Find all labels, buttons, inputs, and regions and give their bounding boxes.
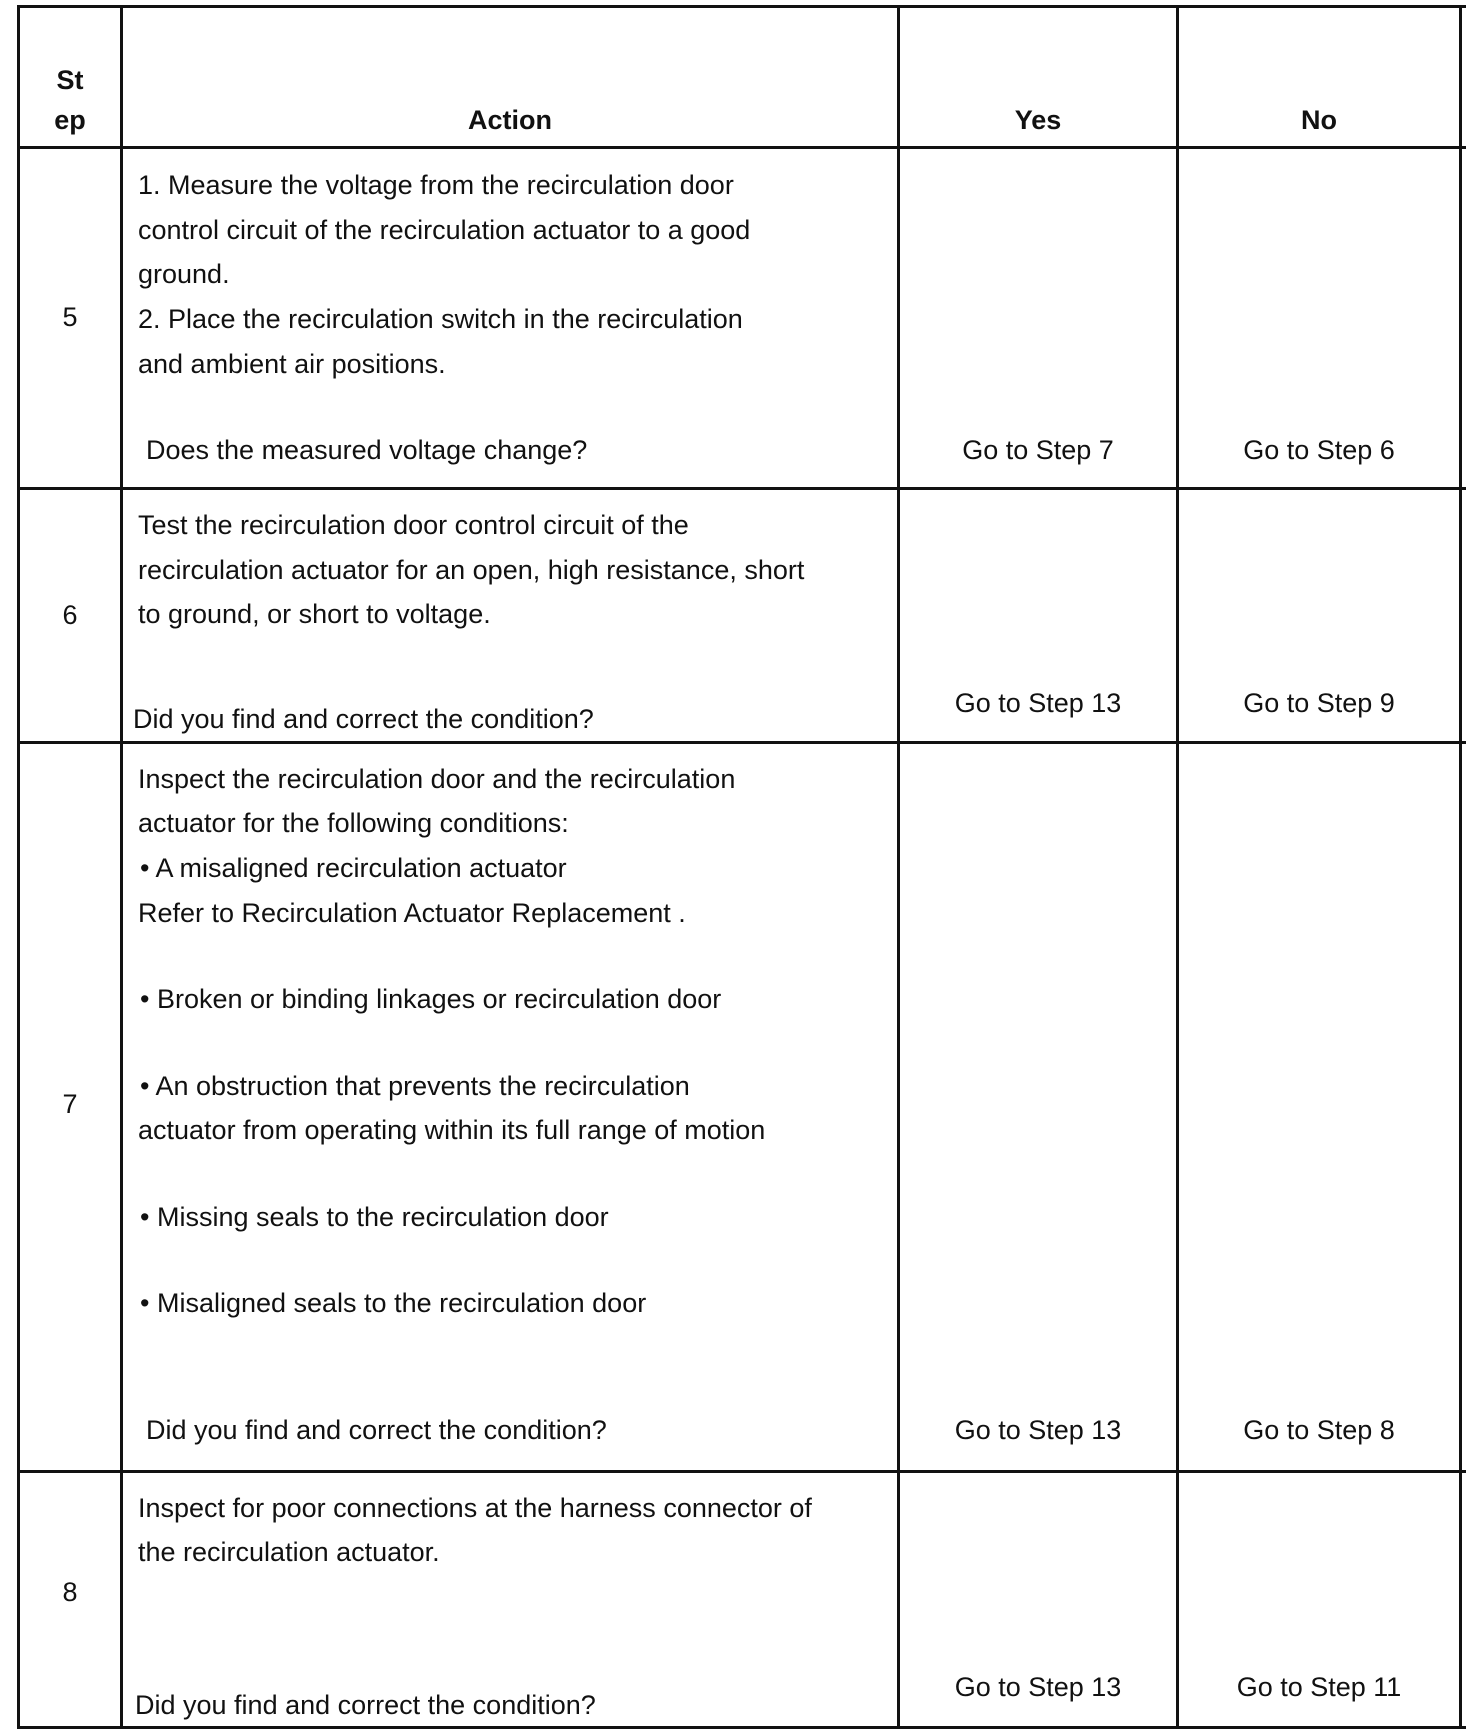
action-text: Inspect the recirculation door and the recirculation <box>138 764 736 794</box>
action-text: ground. <box>138 259 230 289</box>
row-divider <box>17 487 1466 490</box>
row-divider <box>17 741 1466 744</box>
header-step-line1: St <box>56 65 84 95</box>
action-question: Did you find and correct the condition? <box>133 704 594 734</box>
action-question: Did you find and correct the condition? <box>146 1415 607 1445</box>
action-question: Did you find and correct the condition? <box>135 1690 596 1720</box>
header-no: No <box>1301 105 1337 135</box>
action-text: actuator from operating within its full range of motion <box>138 1115 766 1145</box>
header-action: Action <box>468 105 552 135</box>
step-number: 5 <box>62 302 78 332</box>
no-result: Go to Step 8 <box>1243 1415 1395 1445</box>
no-result: Go to Step 11 <box>1236 1672 1402 1702</box>
header-yes: Yes <box>1014 105 1062 135</box>
action-text: recirculation actuator for an open, high resistance, short <box>138 555 805 585</box>
no-result: Go to Step 6 <box>1243 435 1395 465</box>
action-text: 1. Measure the voltage from the recirculation door <box>138 170 734 200</box>
action-text: Refer to Recirculation Actuator Replacement . <box>138 898 686 928</box>
step-number: 7 <box>62 1089 78 1119</box>
action-text: 2. Place the recirculation switch in the recirculation <box>138 304 743 334</box>
action-text: control circuit of the recirculation actuator to a good <box>138 215 751 245</box>
header-step-line2: ep <box>54 105 86 135</box>
table-border-top <box>17 5 1466 8</box>
action-bullet: • A misaligned recirculation actuator <box>140 853 567 883</box>
no-result: Go to Step 9 <box>1243 688 1395 718</box>
action-question: Does the measured voltage change? <box>146 435 588 465</box>
yes-result: Go to Step 13 <box>954 1415 1122 1445</box>
action-text: actuator for the following conditions: <box>138 808 569 838</box>
action-bullet: • Broken or binding linkages or recirculation door <box>140 984 722 1014</box>
step-number: 8 <box>62 1577 78 1607</box>
step-number: 6 <box>62 600 78 630</box>
column-divider <box>897 5 900 1729</box>
action-bullet: • Misaligned seals to the recirculation door <box>140 1288 647 1318</box>
row-divider <box>17 1470 1466 1473</box>
action-text: to ground, or short to voltage. <box>138 599 491 629</box>
header-divider <box>17 146 1466 149</box>
action-text: Test the recirculation door control circuit of the <box>138 510 689 540</box>
action-text: Inspect for poor connections at the harness connector of <box>138 1493 812 1523</box>
column-divider <box>120 5 123 1729</box>
action-text: the recirculation actuator. <box>138 1537 440 1567</box>
table-border-left <box>17 5 20 1729</box>
column-divider <box>1176 5 1179 1729</box>
action-text: and ambient air positions. <box>138 349 446 379</box>
yes-result: Go to Step 7 <box>962 435 1114 465</box>
action-bullet: • An obstruction that prevents the recirculation <box>140 1071 690 1101</box>
yes-result: Go to Step 13 <box>954 688 1122 718</box>
table-border-right <box>1459 5 1462 1729</box>
action-bullet: • Missing seals to the recirculation door <box>140 1202 609 1232</box>
yes-result: Go to Step 13 <box>954 1672 1122 1702</box>
